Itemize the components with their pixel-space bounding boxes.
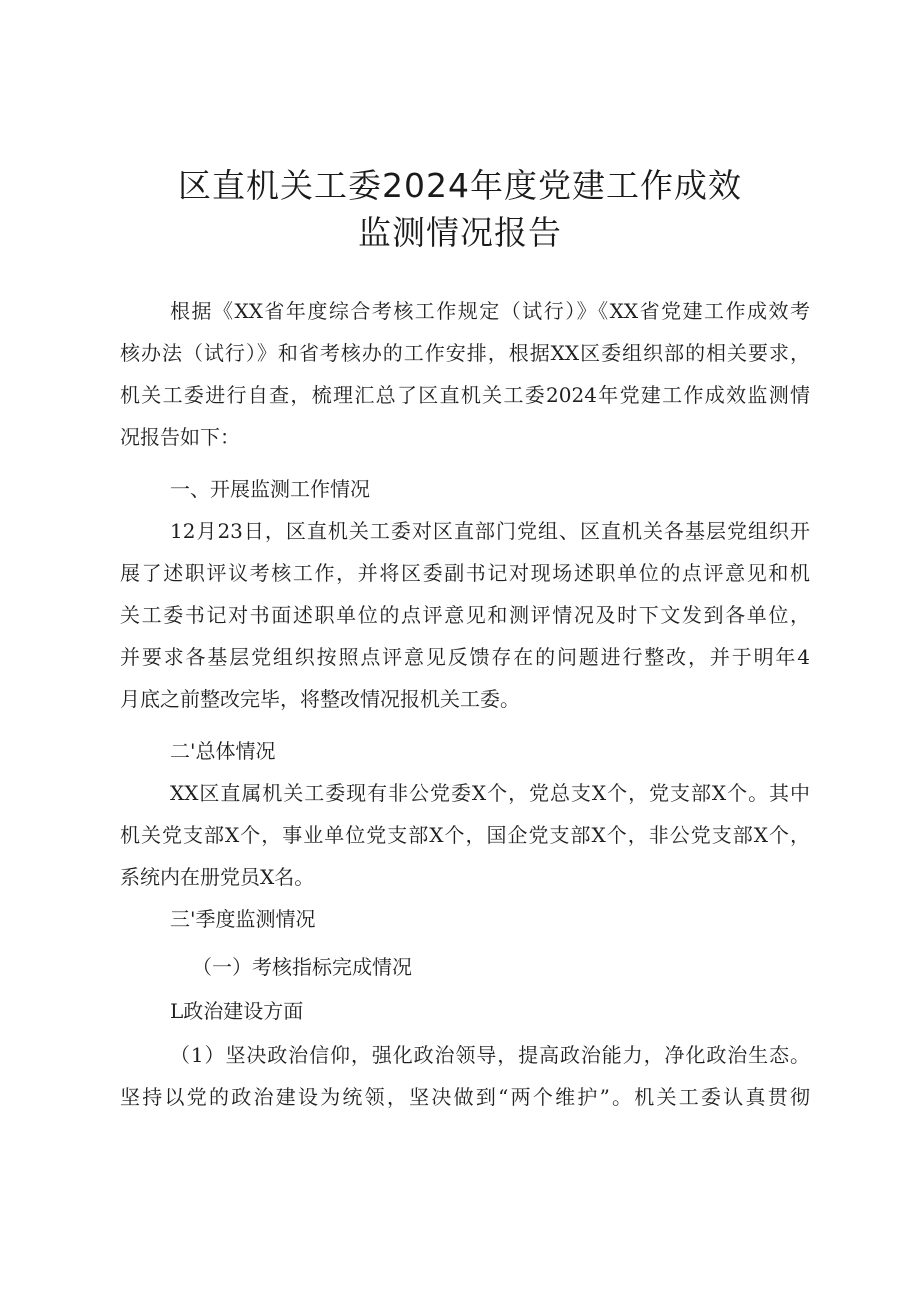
paragraph-line: （1）坚决政治信仰，强化政治领导，提高政治能力，净化政治生态。 <box>170 1043 810 1067</box>
paragraph-line: 12月23日，区直机关工委对区直部门党组、区直机关各基层党组织开 <box>170 519 810 543</box>
paragraph-line: 系统内在册党员X名。 <box>120 865 315 889</box>
paragraph-line: 并要求各基层党组织按照点评意见反馈存在的问题进行整改，并于明年4 <box>120 645 810 669</box>
paragraph-line: XX区直属机关工委现有非公党委X个，党总支X个，党支部X个。其中 <box>170 781 810 805</box>
section-heading: 二'总体情况 <box>170 739 276 763</box>
subsection-heading: L政治建设方面 <box>170 999 304 1023</box>
document-title-line-1: 区直机关工委2024年度党建工作成效 <box>178 166 742 205</box>
paragraph-line: 根据《XX省年度综合考核工作规定（试行）》《XX省党建工作成效考 <box>170 299 810 323</box>
paragraph-line: 展了述职评议考核工作，并将区委副书记对现场述职单位的点评意见和机 <box>120 561 810 585</box>
paragraph-line: 况报告如下： <box>120 425 240 449</box>
paragraph-line: 关工委书记对书面述职单位的点评意见和测评情况及时下文发到各单位， <box>120 603 810 627</box>
paragraph-line: 机关工委进行自查，梳理汇总了区直机关工委2024年党建工作成效监测情 <box>120 383 810 407</box>
subsection-heading: （一）考核指标完成情况 <box>192 955 412 979</box>
document-title-line-2: 监测情况报告 <box>358 213 562 252</box>
section-heading: 一、开展监测工作情况 <box>170 477 370 501</box>
paragraph-line: 坚持以党的政治建设为统领，坚决做到“两个维护”。机关工委认真贯彻 <box>120 1085 810 1109</box>
paragraph-line: 机关党支部X个，事业单位党支部X个，国企党支部X个，非公党支部X个， <box>120 823 810 847</box>
paragraph-line: 月底之前整改完毕，将整改情况报机关工委。 <box>120 687 520 711</box>
section-heading: 三'季度监测情况 <box>170 907 316 931</box>
paragraph-line: 核办法（试行）》和省考核办的工作安排，根据XX区委组织部的相关要求， <box>120 341 810 365</box>
